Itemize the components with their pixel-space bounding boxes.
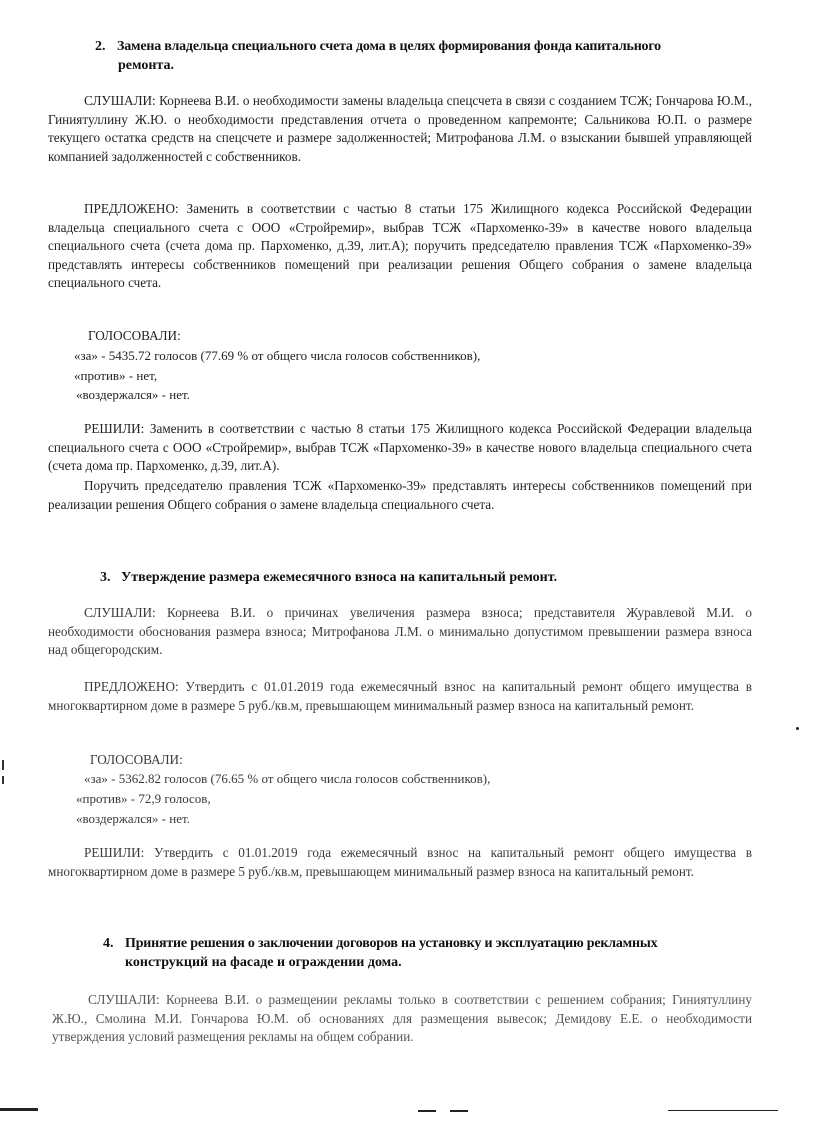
- section-2-voted-title: ГОЛОСОВАЛИ:: [88, 328, 181, 343]
- margin-tick-2: [2, 776, 4, 784]
- section-4-heading-line1: Принятие решения о заключении договоров на установку и эксплуатацию рекламных: [125, 936, 658, 951]
- right-margin-dot: [796, 727, 799, 730]
- section-3-decided: РЕШИЛИ: Утвердить с 01.01.2019 года ежемесячный взнос на капитальный ремонт общего имущества в многоквартирном доме в размере 5 руб./кв.м, превышающем минимальный размер взноса на капитальный ремонт.: [48, 845, 752, 879]
- footer-dash-1: [418, 1110, 436, 1112]
- section-3-heading: 3. Утверждение размера ежемесячного взноса на капитальный ремонт.: [100, 570, 558, 585]
- footer-dash-2: [450, 1110, 468, 1112]
- section-3-vote-against: «против» - 72,9 голосов,: [76, 791, 211, 806]
- section-2-heading-line2: ремонта.: [118, 58, 174, 73]
- section-4-heading-line2: конструкций на фасаде и ограждении дома.: [125, 955, 402, 970]
- section-2-heading-line1: Замена владельца специального счета дома в целях формирования фонда капитального: [117, 39, 661, 54]
- section-2-decided: РЕШИЛИ: Заменить в соответствии с частью 8 статьи 175 Жилищного кодекса Российской Федерации владельца специального счета с ООО «Стройремир», выбрав ТСЖ «Пархоменко-39» в качестве нового владельца специального счета (счета дома пр. Пархоменко, д.39, лит.А).: [48, 421, 752, 474]
- section-2-instructed: Поручить председателю правления ТСЖ «Пархоменко-39» представлять интересы собственников помещений при реализации решения Общего собрания о замене владельца специального счета.: [48, 478, 752, 512]
- margin-tick-1: [2, 760, 4, 770]
- section-4-heard: СЛУШАЛИ: Корнеева В.И. о размещении рекламы только в соответствии с решением собрания; Гиниятуллину Ж.Ю., Смолина М.И. Гончарова Ю.М. об основаниях для размещения вывесок; Демидову Е.Е. о необходимости утверждения условий размещения рекламы на общем собрании.: [52, 992, 752, 1045]
- section-2-heard: СЛУШАЛИ: Корнеева В.И. о необходимости замены владельца спецсчета в связи с созданием ТСЖ; Гончарова Ю.М., Гиниятуллину Ж.Ю. о необходимости представления отчета о проведенном капремонте; Сальникова Ю.П. о размере текущего остатка средств на спецсчете и размере задолженностей; Митрофанова Л.М. о взыскании бывшей управляющей компанией задолженностей с собственников.: [48, 93, 752, 164]
- section-2-vote-abstain: «воздержался» - нет.: [76, 387, 190, 402]
- section-2-heading: [95, 38, 775, 56]
- section-4-number: 4.: [103, 936, 114, 951]
- section-3-voted-title: ГОЛОСОВАЛИ:: [90, 752, 183, 767]
- section-3-heard: СЛУШАЛИ: Корнеева В.И. о причинах увеличения размера взноса; представителя Журавлевой М.И. о необходимости обоснования размера взноса; Митрофанова Л.М. о минимально допустимом превышении размера взноса над общегородским.: [48, 605, 752, 658]
- section-3-vote-for: «за» - 5362.82 голосов (76.65 % от общего числа голосов собственников),: [84, 771, 491, 786]
- footer-signature-line: [668, 1110, 778, 1111]
- section-3-proposed: ПРЕДЛОЖЕНО: Утвердить с 01.01.2019 года ежемесячный взнос на капитальный ремонт общего имущества в многоквартирном доме в размере 5 руб./кв.м, превышающем минимальный размер взноса на капитальный ремонт.: [48, 679, 752, 713]
- section-2-proposed: ПРЕДЛОЖЕНО: Заменить в соответствии с частью 8 статьи 175 Жилищного кодекса Российской Федерации владельца специального счета с ООО «Стройремир», выбрав ТСЖ «Пархоменко-39» в качестве нового владельца специального счета (счета дома пр. Пархоменко, д.39, лит.А); поручить председателю правления ТСЖ «Пархоменко-39» представлять интересы собственников помещений при реализации решения Общего собрания о замене владельца специального счета.: [48, 201, 752, 291]
- section-2-number: 2.: [95, 39, 106, 54]
- section-2-vote-for: «за» - 5435.72 голосов (77.69 % от общего числа голосов собственников),: [74, 348, 481, 363]
- section-3-vote-abstain: «воздержался» - нет.: [76, 811, 190, 826]
- section-4-heading: [103, 935, 783, 953]
- corner-scan-mark: [0, 1108, 38, 1111]
- section-2-vote-against: «против» - нет,: [74, 368, 158, 383]
